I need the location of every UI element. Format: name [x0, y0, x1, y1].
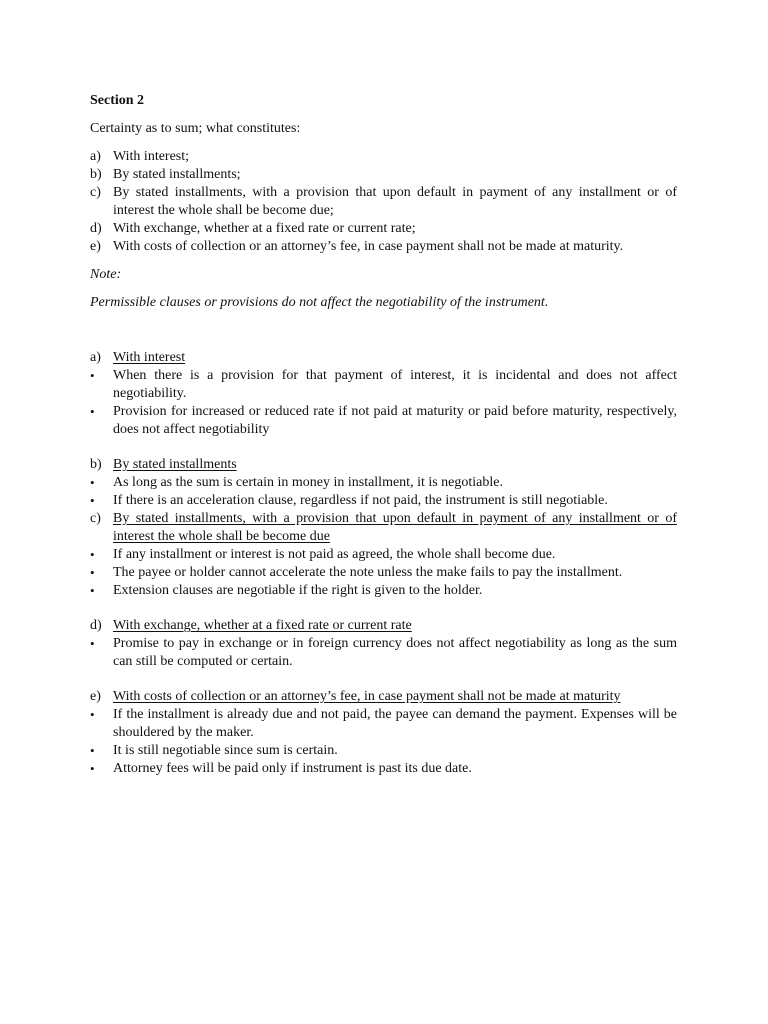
list-marker: c): [90, 185, 101, 200]
bullet-text: If the installment is already due and not paid, the payee can demand the payment. Expenses will be shouldered by the maker.: [113, 707, 677, 740]
bullet-glyph: •: [90, 636, 95, 651]
detail-section-c: [90, 510, 677, 600]
list-marker: d): [90, 221, 102, 236]
bullet-item: [90, 564, 677, 582]
criteria-item-e: [90, 238, 677, 256]
bullet-glyph: •: [90, 547, 95, 562]
criteria-text: With exchange, whether at a fixed rate or current rate;: [113, 221, 416, 236]
note-label: Note:: [90, 267, 122, 282]
bullet-text: Promise to pay in exchange or in foreign currency does not affect negotiability as long as the sum can still be computed or certain.: [113, 636, 677, 669]
list-marker: c): [90, 511, 101, 526]
bullet-item: [90, 367, 677, 403]
bullet-glyph: •: [90, 565, 95, 580]
bullet-glyph: •: [90, 404, 95, 419]
bullet-text: As long as the sum is certain in money in installment, it is negotiable.: [113, 475, 503, 490]
bullet-text: The payee or holder cannot accelerate the note unless the make fails to pay the installment.: [113, 565, 623, 580]
detail-heading: With costs of collection or an attorney’s fee, in case payment shall not be made at maturity: [113, 689, 621, 704]
bullet-item: [90, 635, 677, 671]
bullet-item: [90, 706, 677, 742]
detail-heading: With interest: [113, 350, 186, 365]
bullet-item: [90, 403, 677, 439]
list-marker: d): [90, 618, 102, 633]
bullet-glyph: •: [90, 761, 95, 776]
criteria-text: With costs of collection or an attorney’s fee, in case payment shall not be made at maturity.: [113, 239, 624, 254]
bullet-text: It is still negotiable since sum is certain.: [113, 743, 338, 758]
spacer: [90, 671, 677, 688]
detail-heading-item: [90, 349, 677, 367]
detail-heading: With exchange, whether at a fixed rate or current rate: [113, 618, 412, 633]
detail-heading: By stated installments: [113, 457, 237, 472]
bullet-text: Provision for increased or reduced rate if not paid at maturity or paid before maturity, respectively, does not affect negotiability: [113, 404, 677, 437]
detail-section-a: [90, 349, 677, 439]
detail-heading-item: [90, 510, 677, 546]
bullet-text: If any installment or interest is not paid as agreed, the whole shall become due.: [113, 547, 556, 562]
bullet-item: [90, 742, 677, 760]
criteria-item-d: [90, 220, 677, 238]
detail-heading-item: [90, 456, 677, 474]
criteria-text: By stated installments;: [113, 167, 241, 182]
bullet-glyph: •: [90, 475, 95, 490]
bullet-glyph: •: [90, 707, 95, 722]
bullet-item: [90, 760, 677, 778]
criteria-text: By stated installments, with a provision that upon default in payment of any installment or of interest the whole shall be become due;: [113, 185, 677, 218]
bullet-item: [90, 546, 677, 564]
bullet-text: When there is a provision for that payment of interest, it is incidental and does not affect negotiability.: [113, 368, 677, 401]
criteria-item-b: [90, 166, 677, 184]
section-title: Section 2: [90, 93, 145, 108]
detail-section-b: [90, 456, 677, 510]
list-marker: a): [90, 350, 101, 365]
bullet-text: Attorney fees will be paid only if instrument is past its due date.: [113, 761, 472, 776]
criteria-list: [90, 148, 677, 256]
detail-heading: By stated installments, with a provision that upon default in payment of any installment or of interest the whole shall be become due: [113, 511, 677, 544]
bullet-glyph: •: [90, 493, 95, 508]
bullet-text: Extension clauses are negotiable if the right is given to the holder.: [113, 583, 483, 598]
spacer: [90, 312, 677, 349]
spacer: [90, 439, 677, 456]
list-marker: e): [90, 239, 101, 254]
bullet-glyph: •: [90, 583, 95, 598]
bullet-item: [90, 582, 677, 600]
bullet-item: [90, 474, 677, 492]
criteria-item-a: [90, 148, 677, 166]
detail-heading-item: [90, 617, 677, 635]
criteria-text: With interest;: [113, 149, 190, 164]
list-marker: b): [90, 167, 102, 182]
spacer: [90, 600, 677, 617]
detail-section-d: [90, 617, 677, 671]
detail-heading-item: [90, 688, 677, 706]
list-marker: b): [90, 457, 102, 472]
section-intro: Certainty as to sum; what constitutes:: [90, 121, 301, 136]
list-marker: a): [90, 149, 101, 164]
list-marker: e): [90, 689, 101, 704]
bullet-glyph: •: [90, 368, 95, 383]
criteria-item-c: [90, 184, 677, 220]
detail-section-e: [90, 688, 677, 778]
bullet-item: [90, 492, 677, 510]
bullet-text: If there is an acceleration clause, regardless if not paid, the instrument is still negotiable.: [113, 493, 608, 508]
note-text: Permissible clauses or provisions do not affect the negotiability of the instrument.: [90, 295, 549, 310]
bullet-glyph: •: [90, 743, 95, 758]
